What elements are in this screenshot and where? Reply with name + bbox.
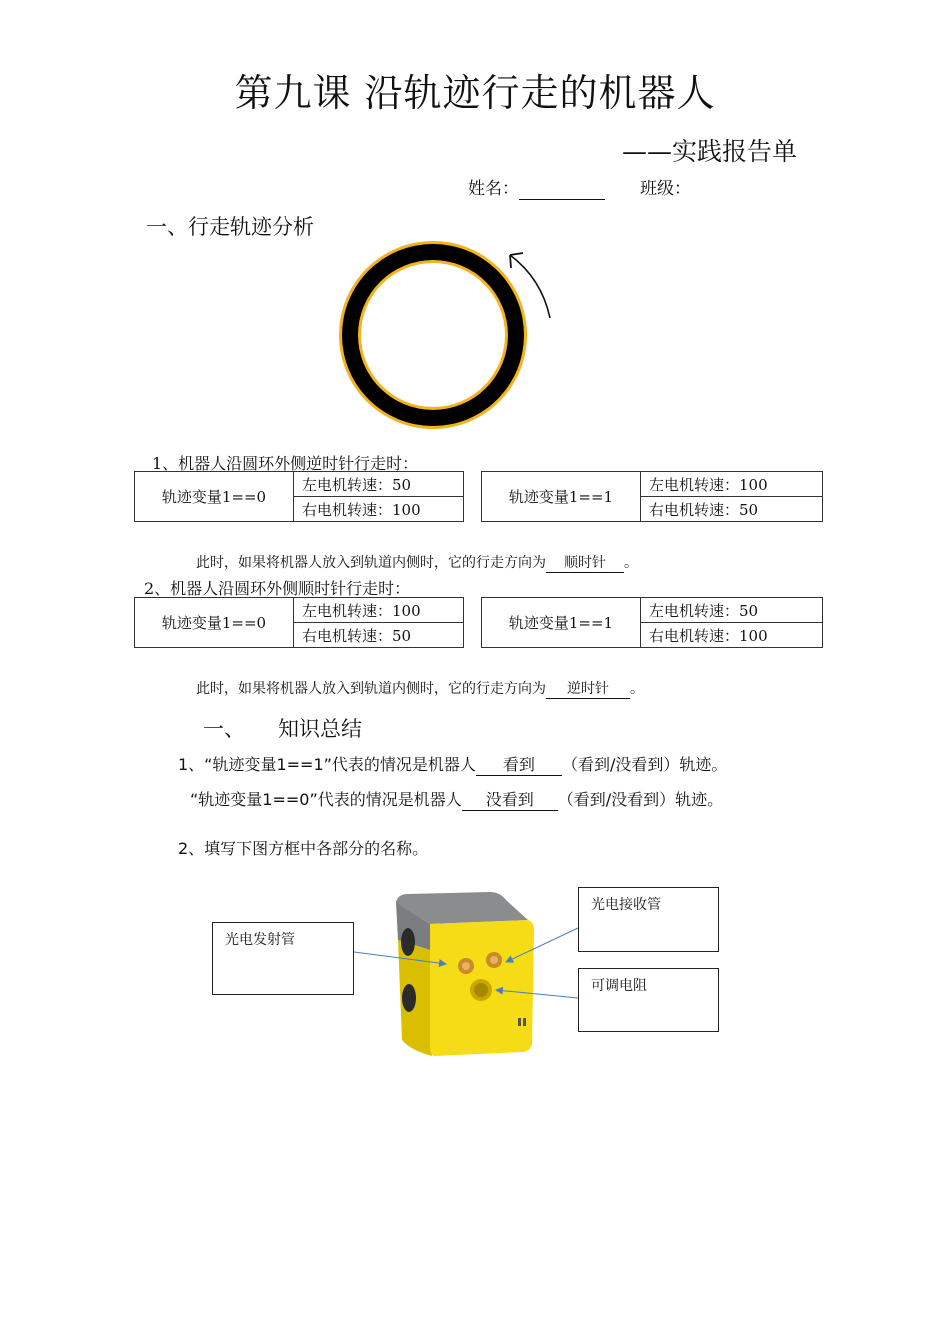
page-subtitle: ——实践报告单 (622, 137, 798, 166)
section1-heading: 一、行走轨迹分析 (146, 215, 314, 239)
q2-conclusion (196, 678, 644, 699)
knowledge-item1b (190, 787, 723, 811)
q2-right-row1: 左电机转速：50 (641, 598, 823, 623)
q1-answer[interactable]: 顺时针 (546, 552, 624, 573)
item1-text: 1、“轨迹变量1==1”代表的情况是机器人 (178, 755, 476, 774)
label-box-resistor: 可调电阻 (578, 968, 719, 1032)
item1b-suffix: （看到/没看到）轨迹。 (557, 790, 724, 809)
item1-suffix: （看到/没看到）轨迹。 (561, 755, 728, 774)
q1-conclusion-text: 此时，如果将机器人放入到轨道内侧时，它的行走方向为 (196, 555, 546, 571)
q2-label: 2、机器人沿圆环外侧顺时针行走时： (144, 579, 411, 598)
q2-right-table (481, 597, 823, 648)
q1-conclusion-suffix: 。 (624, 555, 638, 571)
q2-left-row1: 左电机转速：100 (294, 598, 464, 623)
q1-right-row1: 左电机转速：100 (641, 472, 823, 497)
q1-conclusion (196, 552, 638, 573)
name-field (468, 174, 605, 200)
section2-heading: 知识总结 (278, 717, 362, 741)
name-label: 姓名： (468, 179, 519, 199)
q1-label: 1、机器人沿圆环外侧逆时针行走时： (152, 454, 419, 473)
arrow-to-receiver (506, 928, 578, 962)
q1-left-var: 轨迹变量1==0 (135, 472, 294, 522)
q1-left-table (134, 471, 464, 522)
name-blank[interactable] (519, 179, 605, 200)
item1b-answer[interactable]: 没看到 (462, 787, 558, 811)
q1-right-row2: 右电机转速：50 (641, 497, 823, 522)
item1-answer[interactable]: 看到 (476, 752, 562, 776)
q2-left-row2: 右电机转速：50 (294, 623, 464, 648)
q2-conclusion-text: 此时，如果将机器人放入到轨道内侧时，它的行走方向为 (196, 681, 546, 697)
ring-center (361, 263, 505, 407)
page-title: 第九课 沿轨迹行走的机器人 (234, 71, 716, 115)
knowledge-item1 (178, 752, 727, 776)
arrow-to-resistor (496, 990, 578, 998)
class-label: 班级： (640, 179, 691, 199)
section2-number: 一、 (203, 717, 245, 741)
q1-right-table (481, 471, 823, 522)
label-box-emitter: 光电发射管 (212, 922, 354, 995)
knowledge-item2: 2、填写下图方框中各部分的名称。 (178, 839, 429, 858)
item1b-text: “轨迹变量1==0”代表的情况是机器人 (190, 790, 462, 809)
label-box-receiver: 光电接收管 (578, 887, 719, 952)
ring-track-illustration (330, 240, 570, 435)
q2-right-var: 轨迹变量1==1 (482, 598, 641, 648)
q1-left-row1: 左电机转速：50 (294, 472, 464, 497)
q1-right-var: 轨迹变量1==1 (482, 472, 641, 522)
arrow-to-emitter (354, 952, 446, 964)
q1-left-row2: 右电机转速：100 (294, 497, 464, 522)
q2-left-table (134, 597, 464, 648)
q2-answer[interactable]: 逆时针 (546, 678, 630, 699)
q2-conclusion-suffix: 。 (630, 681, 644, 697)
pointer-arrows (350, 920, 585, 1010)
q2-left-var: 轨迹变量1==0 (135, 598, 294, 648)
q2-right-row2: 右电机转速：100 (641, 623, 823, 648)
